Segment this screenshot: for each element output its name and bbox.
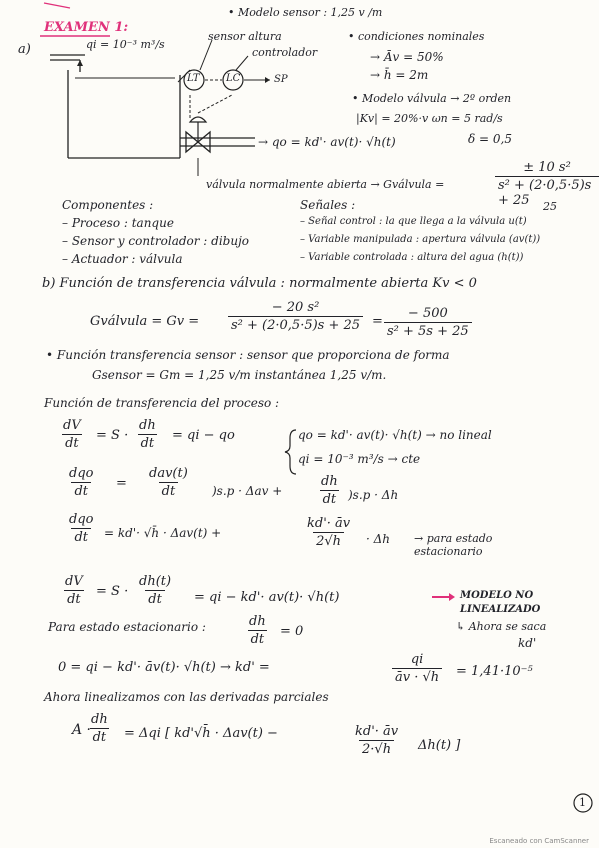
component-item: – Actuador : válvula bbox=[62, 252, 183, 266]
eq3-frac-num: kd'· āv bbox=[307, 516, 351, 531]
eq6-fraction bbox=[88, 712, 111, 745]
steady-fraction bbox=[246, 614, 269, 647]
eq4-lhs-den: dt bbox=[64, 590, 84, 607]
controller-label: controlador bbox=[252, 46, 318, 59]
eq3-rhs: = kd'· √h̄ · Δav(t) + bbox=[104, 526, 222, 540]
component-item: – Sensor y controlador : dibujo bbox=[62, 234, 250, 248]
delta-value: δ = 0,5 bbox=[468, 132, 512, 146]
eq3-note: → para estado estacionario bbox=[414, 532, 493, 558]
steady-den: dt bbox=[248, 630, 268, 647]
page-number: 1 bbox=[579, 796, 586, 809]
eq2-dh-num: dh bbox=[321, 474, 338, 489]
brace-line-2: qi = 10⁻³ m³/s → cte bbox=[298, 452, 421, 466]
scanner-footer: Escaneado con CamScanner bbox=[489, 837, 589, 845]
eq5-num: qi bbox=[410, 652, 424, 667]
signal-item: – Señal control : la que llega a la válvula u(t) bbox=[300, 216, 527, 227]
qo-equation: → qo = kd'· av(t)· √h(t) bbox=[258, 135, 396, 149]
conditions-title: • condiciones nominales bbox=[348, 30, 485, 43]
gvalvula2-denominator: s² + 5s + 25 bbox=[384, 322, 472, 339]
eq6-frac bbox=[352, 724, 401, 757]
eq6-end: Δh(t) ] bbox=[418, 738, 461, 753]
model-note-2: LINEALIZADO bbox=[460, 604, 541, 615]
eq3-lhs-fraction bbox=[66, 512, 96, 545]
valve-model-title: • Modelo válvula → 2º orden bbox=[352, 92, 512, 105]
eq3-lhs-num: dqo bbox=[69, 512, 94, 527]
valve-params: |Kv| = 20%·v ωn = 5 rad/s bbox=[356, 112, 503, 125]
eq2-lhs-num: dqo bbox=[69, 466, 94, 481]
eq2-dav-den: dt bbox=[159, 482, 179, 499]
section-b-title: b) Función de transferencia válvula : normalmente abierta Kv < 0 bbox=[42, 276, 477, 291]
model-note-1: MODELO NO bbox=[460, 590, 534, 601]
eq6-frac-den: 2·√h̄ bbox=[359, 740, 394, 757]
gvalvula-fraction-2 bbox=[384, 306, 472, 339]
eq6-mid: = Δqi [ kd'√h̄ · Δav(t) − bbox=[124, 726, 278, 741]
eq1-dh-num: dh bbox=[139, 418, 156, 433]
eq1-lhs-num: dV bbox=[63, 418, 81, 433]
eq6-frac-num: kd'· āv bbox=[355, 724, 399, 739]
condition-av: → Āv = 50% bbox=[370, 50, 444, 64]
equals-sign: = bbox=[372, 314, 383, 329]
lt-label: LT bbox=[187, 73, 200, 84]
brace-line-1: qo = kd'· av(t)· √h(t) → no lineal bbox=[298, 428, 492, 442]
signal-item: – Variable controlada : altura del agua (h(t)) bbox=[300, 252, 524, 263]
eq4-mid: = S · bbox=[96, 584, 129, 599]
eq4-lhs-num: dV bbox=[65, 574, 83, 589]
gv-rhs: 25 bbox=[543, 200, 557, 213]
eq2-end: )s.p · Δh bbox=[348, 488, 399, 502]
sensor-model-note: • Modelo sensor : 1,25 v /m bbox=[228, 6, 383, 19]
signal-item: – Variable manipulada : apertura válvula (av(t)) bbox=[300, 234, 541, 245]
qi-label: qi = 10⁻³ m³/s bbox=[86, 38, 165, 51]
sensor-label: sensor altura bbox=[208, 30, 282, 43]
page-title: EXAMEN 1: bbox=[44, 20, 129, 35]
condition-h: → h̄ = 2m bbox=[370, 68, 429, 82]
lc-label: LC bbox=[226, 73, 241, 84]
eq4-dh-num: dh(t) bbox=[139, 574, 172, 589]
gvalvula-fraction bbox=[228, 300, 363, 333]
eq6-lhs: A · bbox=[72, 722, 92, 738]
eq2-dh-fraction bbox=[318, 474, 341, 507]
eq2-lhs-fraction bbox=[66, 466, 96, 499]
gvalvula-numerator: − 20 s² bbox=[271, 300, 320, 315]
model-note-3: ↳ Ahora se saca bbox=[456, 620, 547, 633]
signals-title: Señales : bbox=[300, 198, 356, 212]
eq1-dh-fraction bbox=[136, 418, 159, 451]
eq1-mid: = S · bbox=[96, 428, 129, 443]
gvalvula-denominator: s² + (2·0,5·5)s + 25 bbox=[228, 316, 363, 333]
steady-num: dh bbox=[249, 614, 266, 629]
model-note-4: kd' bbox=[518, 636, 537, 650]
gv-denominator: s² + (2·0,5·5)s + 25 bbox=[495, 176, 599, 208]
process-tf-title: Función de transferencia del proceso : bbox=[44, 396, 280, 410]
eq2-dav-fraction bbox=[146, 466, 191, 499]
linearization-text: Ahora linealizamos con las derivadas parciales bbox=[44, 690, 329, 704]
eq3-end: · Δh bbox=[366, 532, 391, 546]
sensor-tf-title: • Función transferencia sensor : sensor que proporciona de forma bbox=[46, 348, 450, 362]
eq3-lhs-den: dt bbox=[71, 528, 91, 545]
steady-text: Para estado estacionario : bbox=[48, 620, 206, 634]
eq5-rhs: = 1,41·10⁻⁵ bbox=[456, 664, 533, 679]
eq4-dh-den: dt bbox=[145, 590, 165, 607]
eq5-lhs: 0 = qi − kd'· āv(t)· √h(t) → kd' = bbox=[58, 660, 270, 675]
eq3-frac-den: 2√h̄ bbox=[313, 532, 344, 549]
sp-label: SP bbox=[274, 74, 288, 85]
eq3-fraction bbox=[304, 516, 353, 549]
eq6-num: dh bbox=[91, 712, 108, 727]
eq5-fraction bbox=[392, 652, 442, 685]
eq2-eq: = bbox=[116, 476, 127, 491]
sensor-tf-line: Gsensor = Gm = 1,25 v/m instantánea 1,25 v/m. bbox=[92, 368, 387, 382]
eq2-dav-num: dav(t) bbox=[149, 466, 188, 481]
eq1-lhs-fraction bbox=[60, 418, 84, 451]
steady-eq: = 0 bbox=[280, 624, 304, 639]
eq2-lhs-den: dt bbox=[71, 482, 91, 499]
eq2-mid: )s.p · Δav + bbox=[212, 484, 283, 498]
eq5-den: āv · √h̄ bbox=[392, 668, 442, 685]
eq1-lhs-den: dt bbox=[62, 434, 82, 451]
gvalvula2-numerator: − 500 bbox=[407, 306, 448, 321]
eq2-dh-den: dt bbox=[320, 490, 340, 507]
components-title: Componentes : bbox=[62, 198, 154, 212]
section-a-label: a) bbox=[18, 42, 31, 57]
gv-numerator: ± 10 s² bbox=[523, 160, 571, 175]
gvalvula-lhs: Gválvula = Gv = bbox=[90, 314, 200, 329]
eq4-lhs-fraction bbox=[62, 574, 86, 607]
eq6-den: dt bbox=[90, 728, 110, 745]
eq4-dh-fraction bbox=[136, 574, 174, 607]
eq4-rhs: = qi − kd'· av(t)· √h(t) bbox=[194, 590, 340, 605]
valve-caption: válvula normalmente abierta → Gválvula = bbox=[206, 178, 445, 191]
component-item: – Proceso : tanque bbox=[62, 216, 174, 230]
eq1-dh-den: dt bbox=[138, 434, 158, 451]
eq1-rhs: = qi − qo bbox=[172, 428, 235, 443]
